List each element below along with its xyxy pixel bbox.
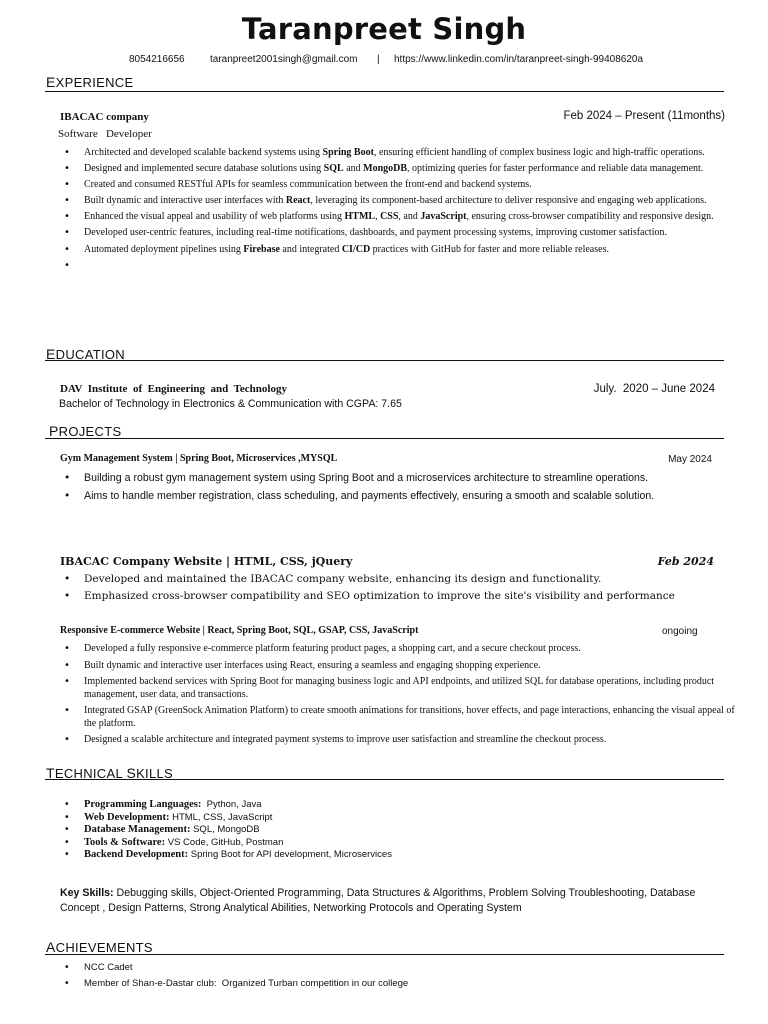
project-ibacac-date: Feb 2024 [657, 555, 714, 568]
email-link[interactable]: taranpreet2001singh@gmail.com [210, 54, 358, 65]
list-item: • Emphasized cross-browser compatibility and SEO optimization to improve the site's visibility and performance [60, 590, 730, 603]
project-ecommerce-title: Responsive E-commerce Website | React, Spring Boot, SQL, GSAP, CSS, JavaScript [60, 625, 419, 636]
list-item: • Integrated GSAP (GreenSock Animation Platform) to create smooth animations for transitions, hover effects, and page interactions, enhancing the visual appeal of the platform. [60, 705, 738, 730]
education-school: DAV Institute of Engineering and Technology [60, 383, 287, 395]
education-heading: EDUCATION [46, 346, 125, 362]
skills-heading: TECHNICAL SKILLS [46, 765, 173, 781]
list-item: • Built dynamic and interactive user interfaces using React, ensuring a seamless and engaging shopping experience. [60, 660, 738, 673]
education-divider [45, 360, 724, 361]
list-item: • Backend Development: Spring Boot for API development, Microservices [60, 849, 720, 862]
experience-heading: EXPERIENCE [46, 74, 134, 90]
project-ibacac-bullets [60, 573, 730, 606]
list-item: • Implemented backend services with Spring Boot for managing business logic and API endpoints, and utilized SQL for database operations, including product management, user data, and transactions. [60, 676, 738, 701]
experience-role: Software Developer [58, 128, 152, 140]
achievements-heading: ACHIEVEMENTS [46, 939, 153, 955]
skills-list [60, 799, 720, 862]
phone-number: 8054216656 [129, 54, 185, 65]
list-item: • Created and consumed RESTful APIs for seamless communication between the front-end and backend systems. [60, 179, 738, 192]
education-degree: Bachelor of Technology in Electronics & Communication with CGPA: 7.65 [59, 398, 402, 410]
experience-bullet-list [60, 147, 738, 276]
list-item: • Designed and implemented secure database solutions using SQL and MongoDB, optimizing queries for faster performance and reliable data management. [60, 163, 738, 176]
list-item: • Web Development: HTML, CSS, JavaScript [60, 812, 720, 825]
skills-divider [45, 779, 724, 780]
list-item: • Enhanced the visual appeal and usability of web platforms using HTML, CSS, and JavaScript, ensuring cross-browser compatibility and responsive design. [60, 211, 738, 224]
list-item: • Developed user-centric features, including real-time notifications, dashboards, and payment processing systems, improving customer satisfaction. [60, 227, 738, 240]
projects-divider [45, 438, 724, 439]
list-item: • Database Management: SQL, MongoDB [60, 824, 720, 837]
project-ibacac-title: IBACAC Company Website | HTML, CSS, jQuery [60, 555, 353, 568]
list-item [60, 260, 738, 273]
list-item: • NCC Cadet [60, 962, 720, 975]
project-ecommerce-bullets [60, 643, 738, 751]
achievements-list [60, 962, 720, 993]
list-item: • Tools & Software: VS Code, GitHub, Postman [60, 837, 720, 850]
list-item: • Building a robust gym management system using Spring Boot and a microservices architecture to streamline operations. [60, 472, 720, 485]
key-skills: Key Skills: Debugging skills, Object-Oriented Programming, Data Structures & Algorithms, Problem Solving Troubleshooting, Database Concept , Design Patterns, Strong Analytical Abilities, Networking Protocols and Operating System [60, 887, 696, 914]
list-item: • Programming Languages: Python, Java [60, 799, 720, 812]
contact-separator: | [377, 54, 380, 65]
project-gym-date: May 2024 [668, 454, 712, 465]
projects-heading: PROJECTS [49, 423, 122, 439]
list-item: • Automated deployment pipelines using Firebase and integrated CI/CD practices with GitHub for faster and more reliable releases. [60, 244, 738, 257]
experience-dates: Feb 2024 – Present (11months) [563, 110, 725, 122]
list-item: • Architected and developed scalable backend systems using Spring Boot, ensuring efficient handling of complex business logic and high-traffic operations. [60, 147, 738, 160]
education-dates: July. 2020 – June 2024 [593, 383, 715, 395]
project-gym-title: Gym Management System | Spring Boot, Microservices ,MYSQL [60, 453, 338, 464]
linkedin-link[interactable]: https://www.linkedin.com/in/taranpreet-singh-99408620a [394, 54, 644, 65]
list-item: • Developed a fully responsive e-commerce platform featuring product pages, a shopping cart, and a secure checkout process. [60, 643, 738, 656]
achievements-divider [45, 954, 724, 955]
list-item: • Built dynamic and interactive user interfaces with React, leveraging its component-based architecture to deliver responsive and engaging web applications. [60, 195, 738, 208]
project-gym-bullets [60, 472, 720, 507]
candidate-name: Taranpreet Singh [241, 12, 527, 46]
list-item: • Designed a scalable architecture and integrated payment systems to improve user satisfaction and streamline the checkout process. [60, 734, 738, 747]
project-ecommerce-date: ongoing [662, 626, 698, 637]
experience-divider [45, 91, 724, 92]
list-item: • Aims to handle member registration, class scheduling, and payments effectively, ensuring a smooth and scalable solution. [60, 490, 720, 503]
experience-company: IBACAC company [60, 111, 149, 123]
list-item: • Member of Shan-e-Dastar club: Organized Turban competition in our college [60, 978, 720, 991]
list-item: • Developed and maintained the IBACAC company website, enhancing its design and functionality. [60, 573, 730, 586]
